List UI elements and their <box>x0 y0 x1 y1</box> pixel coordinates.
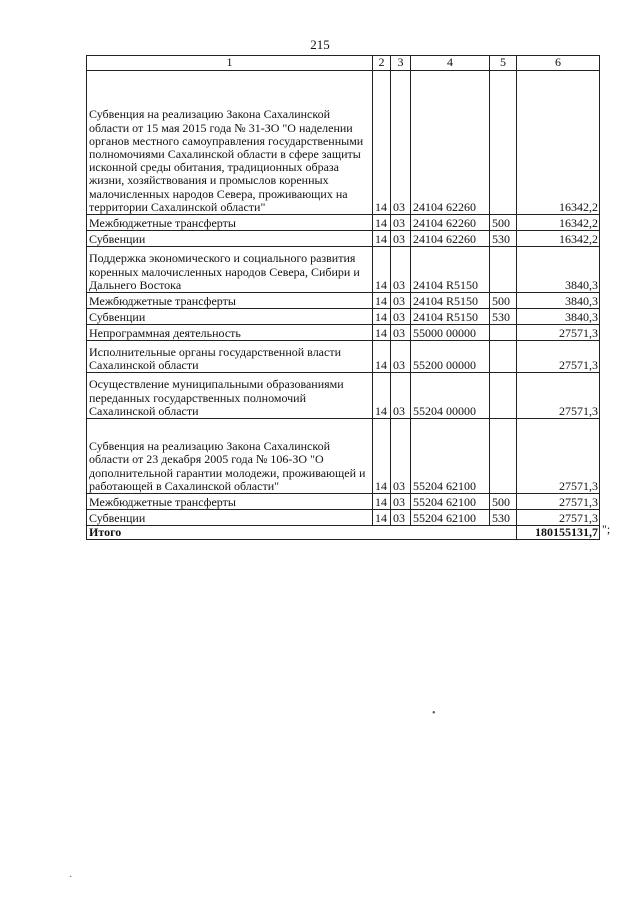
table-row <box>87 309 600 325</box>
target-article-part-2: 00000 <box>446 325 476 340</box>
row-name-cell: Субвенция на реализацию Закона Сахалинской области от 15 мая 2015 года № 31-ЗО "О наделении органов местного самоуправления государственными полномочиями Сахалинской области в сфере защиты исконной среды обитания, традиционных образа жизни, хозяйствования и промыслов коренных малочисленных народов Севера, проживающих на территории Сахалинской области" <box>87 71 373 215</box>
row-section-cell: 14 <box>373 510 391 526</box>
budget-table <box>86 55 600 540</box>
target-article-part-1: 24104 <box>413 293 443 308</box>
row-section-cell: 14 <box>373 215 391 231</box>
row-sum-cell: 27571,3 <box>517 510 600 526</box>
target-article-part-1: 55200 <box>413 357 443 372</box>
total-sum: 180155131,7 <box>517 526 600 540</box>
row-subsection-cell: 03 <box>391 325 411 341</box>
table-row <box>87 71 600 215</box>
target-article-part-1: 55204 <box>413 494 443 509</box>
row-expense-type-cell <box>490 373 517 419</box>
row-subsection-cell: 03 <box>391 71 411 215</box>
target-article-part-2: 00000 <box>446 357 476 372</box>
target-article-part-2: R5150 <box>446 277 479 292</box>
target-article-part-1: 55204 <box>413 510 443 525</box>
row-target-article-cell <box>411 293 490 309</box>
row-subsection-cell: 03 <box>391 510 411 526</box>
row-expense-type-cell <box>490 247 517 293</box>
row-target-article-cell <box>411 494 490 510</box>
target-article-part-2: 62260 <box>446 199 476 214</box>
header-cell: 1 <box>87 56 373 71</box>
target-article-part-2: 62100 <box>446 478 476 493</box>
row-sum-cell: 27571,3 <box>517 419 600 494</box>
target-article-part-1: 24104 <box>413 215 443 230</box>
row-sum-cell: 16342,2 <box>517 71 600 215</box>
target-article-part-1: 24104 <box>413 277 443 292</box>
row-section-cell: 14 <box>373 373 391 419</box>
target-article-part-1: 55204 <box>413 403 443 418</box>
table-header-row <box>87 56 600 71</box>
row-target-article-cell <box>411 510 490 526</box>
row-target-article-cell <box>411 373 490 419</box>
row-name-cell: Межбюджетные трансферты <box>87 215 373 231</box>
row-expense-type-cell <box>490 341 517 373</box>
header-cell: 6 <box>517 56 600 71</box>
table-row <box>87 231 600 247</box>
row-expense-type-cell: 530 <box>490 309 517 325</box>
row-section-cell: 14 <box>373 494 391 510</box>
row-sum-cell: 27571,3 <box>517 494 600 510</box>
row-expense-type-cell: 500 <box>490 215 517 231</box>
target-article-part-2: 00000 <box>446 403 476 418</box>
target-article-part-2: R5150 <box>446 293 479 308</box>
total-label: Итого <box>87 526 517 540</box>
row-target-article-cell <box>411 247 490 293</box>
row-name-cell: Субвенции <box>87 309 373 325</box>
target-article-part-2: 62260 <box>446 231 476 246</box>
target-article-part-1: 55204 <box>413 478 443 493</box>
target-article-part-1: 24104 <box>413 199 443 214</box>
table-row <box>87 247 600 293</box>
row-subsection-cell: 03 <box>391 309 411 325</box>
table-row <box>87 325 600 341</box>
page-number: 215 <box>310 37 330 52</box>
row-name-cell: Осуществление муниципальными образованиями переданных государственных полномочий Сахалинской области <box>87 373 373 419</box>
target-article-part-1: 24104 <box>413 309 443 324</box>
row-name-cell: Исполнительные органы государственной власти Сахалинской области <box>87 341 373 373</box>
row-subsection-cell: 03 <box>391 373 411 419</box>
row-sum-cell: 3840,3 <box>517 309 600 325</box>
row-sum-cell: 16342,2 <box>517 231 600 247</box>
row-target-article-cell <box>411 309 490 325</box>
row-sum-cell: 3840,3 <box>517 293 600 309</box>
row-sum-cell: 27571,3 <box>517 373 600 419</box>
row-section-cell: 14 <box>373 309 391 325</box>
target-article-part-1: 55000 <box>413 325 443 340</box>
row-subsection-cell: 03 <box>391 494 411 510</box>
table-row <box>87 494 600 510</box>
row-name-cell: Непрограммная деятельность <box>87 325 373 341</box>
row-subsection-cell: 03 <box>391 293 411 309</box>
target-article-part-2: R5150 <box>446 309 479 324</box>
row-subsection-cell: 03 <box>391 419 411 494</box>
row-name-cell: Субвенция на реализацию Закона Сахалинской области от 23 декабря 2005 года № 106-ЗО "О дополнительной гарантии молодежи, проживающей и работающей в Сахалинской области" <box>87 419 373 494</box>
table-row <box>87 341 600 373</box>
target-article-part-1: 24104 <box>413 231 443 246</box>
row-name-cell: Межбюджетные трансферты <box>87 293 373 309</box>
row-expense-type-cell: 530 <box>490 231 517 247</box>
row-sum-cell: 27571,3 <box>517 325 600 341</box>
row-target-article-cell <box>411 71 490 215</box>
row-subsection-cell: 03 <box>391 247 411 293</box>
row-subsection-cell: 03 <box>391 215 411 231</box>
row-expense-type-cell: 500 <box>490 293 517 309</box>
trailing-quote: "; <box>602 522 611 536</box>
row-section-cell: 14 <box>373 341 391 373</box>
row-target-article-cell <box>411 419 490 494</box>
row-target-article-cell <box>411 325 490 341</box>
target-article-part-2: 62100 <box>446 494 476 509</box>
row-target-article-cell <box>411 215 490 231</box>
header-cell: 4 <box>411 56 490 71</box>
header-cell: 3 <box>391 56 411 71</box>
row-section-cell: 14 <box>373 293 391 309</box>
table-row <box>87 373 600 419</box>
table-row <box>87 419 600 494</box>
row-section-cell: 14 <box>373 71 391 215</box>
scan-speck: • <box>432 708 436 719</box>
row-expense-type-cell <box>490 325 517 341</box>
row-sum-cell: 3840,3 <box>517 247 600 293</box>
table-row <box>87 293 600 309</box>
row-subsection-cell: 03 <box>391 231 411 247</box>
row-name-cell: Межбюджетные трансферты <box>87 494 373 510</box>
row-expense-type-cell <box>490 71 517 215</box>
table-total-row <box>87 526 600 540</box>
row-section-cell: 14 <box>373 231 391 247</box>
row-expense-type-cell <box>490 419 517 494</box>
row-section-cell: 14 <box>373 247 391 293</box>
target-article-part-2: 62260 <box>446 215 476 230</box>
row-name-cell: Субвенции <box>87 231 373 247</box>
table-row <box>87 510 600 526</box>
row-target-article-cell <box>411 231 490 247</box>
row-sum-cell: 16342,2 <box>517 215 600 231</box>
row-sum-cell: 27571,3 <box>517 341 600 373</box>
row-subsection-cell: 03 <box>391 341 411 373</box>
row-target-article-cell <box>411 341 490 373</box>
row-expense-type-cell: 500 <box>490 494 517 510</box>
header-cell: 5 <box>490 56 517 71</box>
row-name-cell: Субвенции <box>87 510 373 526</box>
row-section-cell: 14 <box>373 325 391 341</box>
table-row <box>87 215 600 231</box>
target-article-part-2: 62100 <box>446 510 476 525</box>
header-cell: 2 <box>373 56 391 71</box>
row-section-cell: 14 <box>373 419 391 494</box>
scan-speck: · <box>69 872 73 883</box>
row-expense-type-cell: 530 <box>490 510 517 526</box>
row-name-cell: Поддержка экономического и социального развития коренных малочисленных народов Севера, Сибири и Дальнего Востока <box>87 247 373 293</box>
